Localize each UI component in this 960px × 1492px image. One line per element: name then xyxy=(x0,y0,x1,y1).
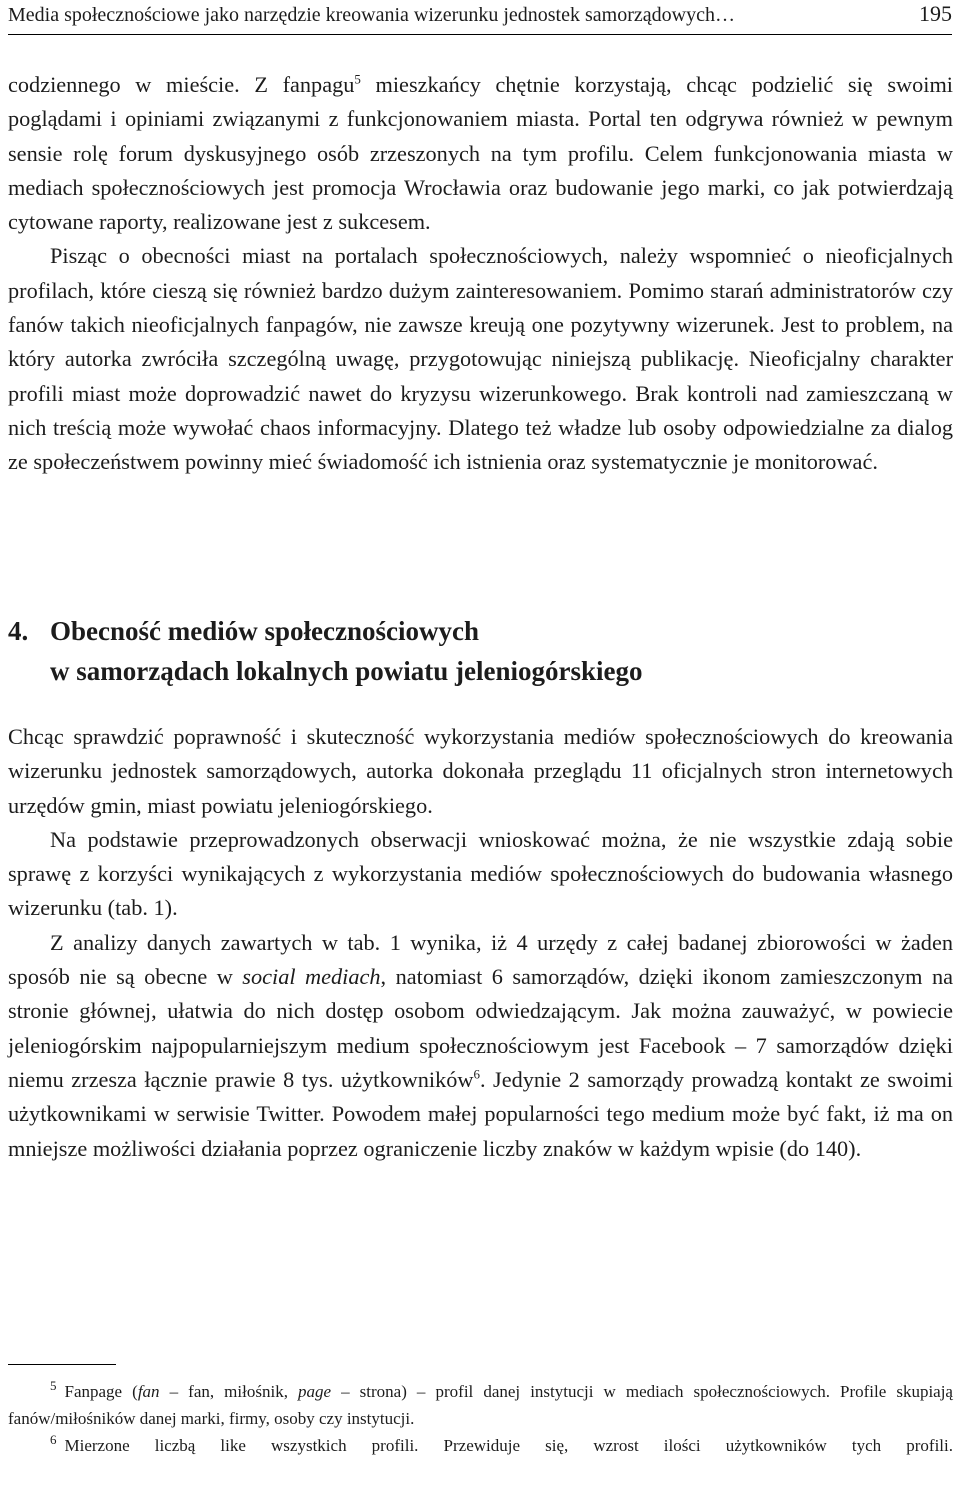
footnote-6: 6 Mierzone liczbą like wszystkich profili. Przewiduje się, wzrost ilości użytkowników tych profili. xyxy=(50,1432,953,1455)
footnote-5: 5 Fanpage (fan – fan, miłośnik, page – strona) – profil danej instytucji w mediach społecznościowych. Profile skupiają fanów/miłośników danej marki, firmy, osoby czy instytucji. xyxy=(8,1378,953,1428)
footnote-separator xyxy=(8,1364,116,1365)
section-title-line1: Obecność mediów społecznościowych xyxy=(50,616,479,646)
section-number: 4. xyxy=(8,616,29,646)
paragraph: Pisząc o obecności miast na portalach społecznościowych, należy wspomnieć o nieoficjalnych profilach, które cieszą się również bardzo dużym zainteresowaniem. Pomimo starań administratorów czy fanów takich nieoficjalnych fanpagów, nie zawsze kreują one pozytywny wizerunek. Jest to problem, na który autorka zwróciła szczególną uwagę, przygotowując niniejszą publikację. Nieoficjalny charakter profili miast może doprowadzić nawet do kryzysu wizerunkowego. Brak kontroli nad zamieszczaną w nich treścią może wywołać chaos informacyjny. Dlatego też władze lub osoby odpowiedzialne za dialog ze społeczeństwem powinny mieć świadomość ich istnienia oraz systematycznie je monitorować. xyxy=(8,243,953,475)
footnote-ref-5[interactable]: 5 xyxy=(354,71,361,87)
section-title-line2: w samorządach lokalnych powiatu jeleniogórskiego xyxy=(50,656,643,686)
paragraph: codziennego w mieście. Z fanpagu$^5$ mieszkańcy chętnie korzystają, chcąc podzielić się swoimi poglądami i opiniami związanymi z funkcjonowaniem miasta. Portal ten odgrywa również w pewnym sensie rolę forum dyskusyjnego osób zrzeszonych na tym profilu. Celem funkcjonowania miasta w mediach społecznościowych jest promocja Wrocławia oraz budowanie jego marki, co jak potwierdzają cytowane raporty, realizowane jest z sukcesem. xyxy=(8,71,953,235)
running-header xyxy=(8,0,952,35)
footnotes xyxy=(8,1378,953,1459)
body-text-top xyxy=(8,68,953,480)
body-text-bottom xyxy=(8,720,953,1166)
running-title: Media społecznościowe jako narzędzie kreowania wizerunku jednostek samorządowych… xyxy=(8,4,735,26)
paragraph: Z analizy danych zawartych w tab. 1 wynika, iż 4 urzędy z całej badanej zbiorowości w żaden sposób nie są obecne w social mediach, natomiast 6 samorządów, dzięki ikonom zamieszczonym na stronie głównej, ułatwia do nich dostęp osobom odwiedzającym. Jak można zauważyć, w powiecie jeleniogórskim najpopularniejszym medium społecznościowym jest Facebook – 7 samorządów dzięki niemu zrzesza łącznie prawie 8 tys. użytkowników$^6$. Jedynie 2 samorządy prowadzą kontakt ze swoimi użytkownikami w serwisie Twitter. Powodem małej popularności tego medium może być fakt, iż ma on mniejsze możliwości działania poprzez ograniczenie liczby znaków w każdym wpisie (do 140). xyxy=(8,929,953,1161)
paragraph: Chcąc sprawdzić poprawność i skuteczność wykorzystania mediów społecznościowych do kreowania wizerunku jednostek samorządowych, autorka dokonała przeglądu 11 oficjalnych stron internetowych urzędów gmin, miast powiatu jeleniogórskiego. xyxy=(8,724,953,818)
paragraph: Na podstawie przeprowadzonych obserwacji wnioskować można, że nie wszystkie zdają sobie sprawę z korzyści wynikających z wykorzystania mediów społecznościowych do budowania własnego wizerunku (tab. 1). xyxy=(8,826,953,921)
page-number: 195 xyxy=(919,1,952,26)
footnote-ref-6[interactable]: 6 xyxy=(473,1066,480,1082)
